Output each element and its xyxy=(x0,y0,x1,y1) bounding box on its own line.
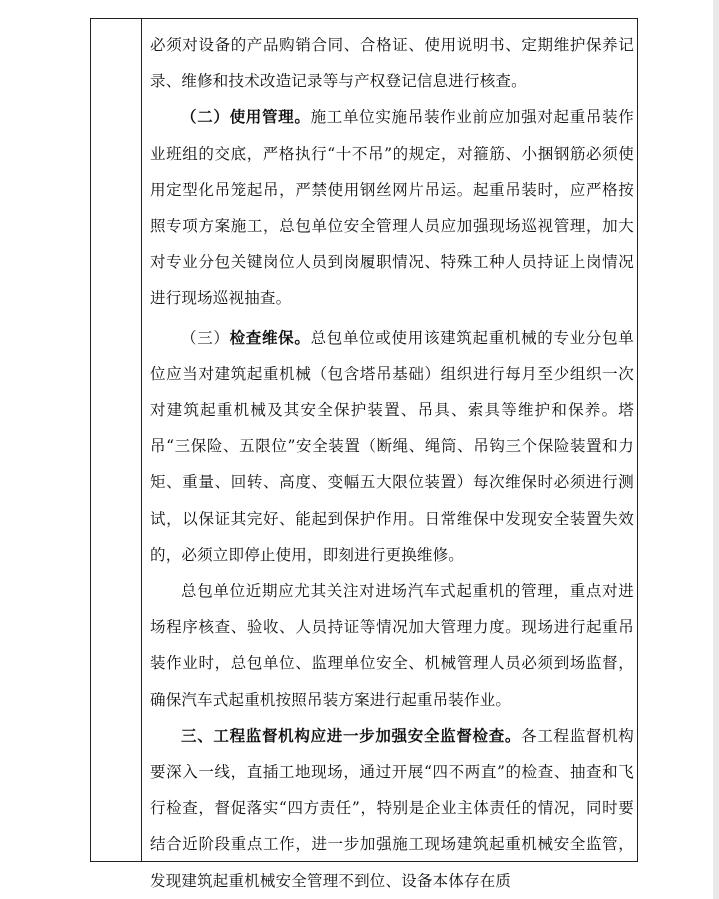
section-heading-prefix: （三） xyxy=(181,328,230,347)
section-heading-usage-management: （二）使用管理。 xyxy=(181,108,311,127)
paragraph-device-check xyxy=(150,27,634,99)
paragraph-usage-management xyxy=(150,99,634,316)
section-heading-inspection-maintenance: 检查维保。 xyxy=(229,328,311,347)
paragraph-truck-crane xyxy=(150,573,634,718)
paragraph-body: 总包单位近期应尤其关注对进场汽车式起重机的管理，重点对进场程序核查、验收、人员持证等情况加大管理力度。现场进行起重吊装作业时，总包单位、监理单位安全、机械管理人员必须到场监督，确保汽车式起重机按照吊装方案进行起重吊装作业。 xyxy=(150,582,634,709)
paragraph-body: 总包单位或使用该建筑起重机械的专业分包单位应当对建筑起重机械（包含塔吊基础）组织进行每月至少组织一次对建筑起重机械及其安全保护装置、吊具、索具等维护和保养。塔吊“三保险、五限位”安全装置（断绳、绳筒、吊钩三个保险装置和力矩、重量、回转、高度、变幅五大限位装置）每次维保时必须进行测试，以保证其完好、能起到保护作用。日常维保中发现安全装置失效的，必须立即停止使用，即刻进行更换维修。 xyxy=(150,328,634,564)
table-left-column xyxy=(91,19,142,861)
scrollbar-track[interactable] xyxy=(713,0,719,899)
section-heading-supervision-agency: 三、工程监督机构应进一步加强安全监督检查。 xyxy=(181,726,522,745)
paragraph-supervision-agency xyxy=(150,718,634,899)
table-frame xyxy=(90,18,638,890)
paragraph-inspection-maintenance xyxy=(150,320,634,573)
paragraph-body: 各工程监督机构要深入一线，直插工地现场，通过开展“四不两直”的检查、抽查和飞行检查，督促落实“四方责任”，特别是企业主体责任的情况，同时要结合近阶段重点工作，进一步加强施工现场建筑起重机械安全监管，发现建筑起重机械安全管理不到位、设备本体存在质 xyxy=(150,726,635,890)
table-content-cell xyxy=(150,27,635,890)
paragraph-body: 施工单位实施吊装作业前应加强对起重吊装作业班组的交底，严格执行“十不吊”的规定，对箍筋、小捆钢筋必须使用定型化吊笼起吊，严禁使用钢丝网片吊运。起重吊装时，应严格按照专项方案施工，总包单位安全管理人员应加强现场巡视管理，加大对专业分包关键岗位人员到岗履职情况、特殊工种人员持证上岗情况进行现场巡视抽查。 xyxy=(150,108,634,308)
paragraph-body: 必须对设备的产品购销合同、合格证、使用说明书、定期维护保养记录、维修和技术改造记录等与产权登记信息进行核查。 xyxy=(150,36,634,91)
